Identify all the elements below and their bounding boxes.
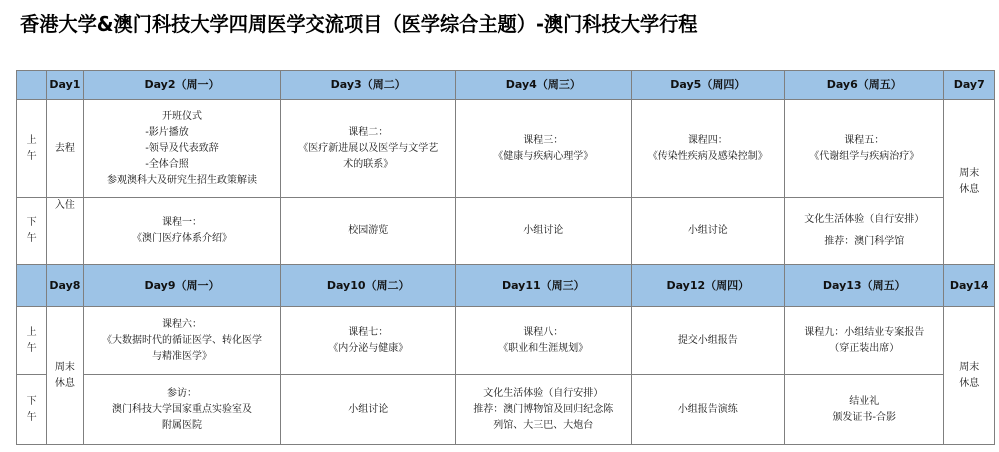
period-pm-week2: 下 午 xyxy=(17,375,47,445)
header-day6: Day6（周五） xyxy=(785,71,944,100)
day2-am-cell xyxy=(83,100,281,198)
day6-pm-cell: 文化生活体验（自行安排） 推荐：澳门科学馆 xyxy=(785,198,944,265)
header-day7: Day7 xyxy=(944,71,995,100)
header-day12: Day12（周四） xyxy=(631,265,784,307)
day10-pm-cell: 小组讨论 xyxy=(281,375,456,445)
period-pm-week1: 下 午 xyxy=(17,198,47,265)
week2-header-row xyxy=(17,265,995,307)
header-day14: Day14 xyxy=(944,265,995,307)
week1-am-row xyxy=(17,100,995,198)
day5-am-cell: 课程四： 《传染性疾病及感染控制》 xyxy=(631,100,784,198)
day4-pm-cell: 小组讨论 xyxy=(456,198,632,265)
day1-pm-text: 入住 xyxy=(54,200,75,211)
day2-pm-cell: 课程一： 《澳门医疗体系介绍》 xyxy=(83,198,281,265)
day1-am-text: 去程 xyxy=(54,142,75,154)
header-day3: Day3（周二） xyxy=(281,71,456,100)
week1-header-row xyxy=(17,71,995,100)
period-am-week1: 上 午 xyxy=(17,100,47,198)
day9-am-cell: 课程六： 《大数据时代的循证医学、转化医学 与精准医学》 xyxy=(83,307,281,375)
week1-pm-row xyxy=(17,198,995,265)
day13-pm-cell: 结业礼 颁发证书-合影 xyxy=(785,375,944,445)
header-corner xyxy=(17,71,47,100)
header-day4: Day4（周三） xyxy=(456,71,632,100)
day12-pm-cell: 小组报告演练 xyxy=(631,375,784,445)
header-day5: Day5（周四） xyxy=(631,71,784,100)
header-day2: Day2（周一） xyxy=(83,71,281,100)
header-day10: Day10（周二） xyxy=(281,265,456,307)
schedule-table xyxy=(16,70,995,445)
period-am-week2: 上 午 xyxy=(17,307,47,375)
day9-pm-cell: 参访： 澳门科技大学国家重点实验室及 附属医院 xyxy=(83,375,281,445)
header-corner-week2 xyxy=(17,265,47,307)
day6-am-cell: 课程五： 《代谢组学与疾病治疗》 xyxy=(785,100,944,198)
day3-pm-cell: 校园游览 xyxy=(281,198,456,265)
header-day1: Day1 xyxy=(47,71,83,100)
day1-am-cell xyxy=(47,100,83,198)
week2-am-row xyxy=(17,307,995,375)
opening-ceremony-title: 开班仪式 xyxy=(162,110,202,122)
header-day13: Day13（周五） xyxy=(785,265,944,307)
day3-am-cell: 课程二： 《医疗新进展以及医学与文学艺 术的联系》 xyxy=(281,100,456,198)
page-title: 香港大学&澳门科技大学四周医学交流项目（医学综合主题）-澳门科技大学行程 xyxy=(20,12,698,36)
day11-pm-cell: 文化生活体验（自行安排） 推荐：澳门博物馆及回归纪念陈 列馆、大三巴、大炮台 xyxy=(456,375,632,445)
week2-pm-row xyxy=(17,375,995,445)
day5-pm-cell: 小组讨论 xyxy=(631,198,784,265)
header-day9: Day9（周一） xyxy=(83,265,281,307)
day11-am-cell: 课程八： 《职业和生涯规划》 xyxy=(456,307,632,375)
day4-am-cell: 课程三： 《健康与疾病心理学》 xyxy=(456,100,632,198)
day14-cell: 周末 休息 xyxy=(944,307,995,445)
header-day8: Day8 xyxy=(47,265,83,307)
day12-am-cell: 提交小组报告 xyxy=(631,307,784,375)
campus-tour-note: 参观澳科大及研究生招生政策解读 xyxy=(107,174,257,186)
header-day11: Day11（周三） xyxy=(456,265,632,307)
day1-pm-cell xyxy=(47,198,83,265)
day8-cell: 周末 休息 xyxy=(47,307,83,445)
day10-am-cell: 课程七： 《内分泌与健康》 xyxy=(281,307,456,375)
day7-cell: 周末 休息 xyxy=(944,100,995,265)
day13-am-cell: 课程九：小组结业专案报告 （穿正装出席） xyxy=(785,307,944,375)
opening-ceremony-list: -影片播放 -领导及代表致辞 -全体合照 xyxy=(145,126,219,170)
